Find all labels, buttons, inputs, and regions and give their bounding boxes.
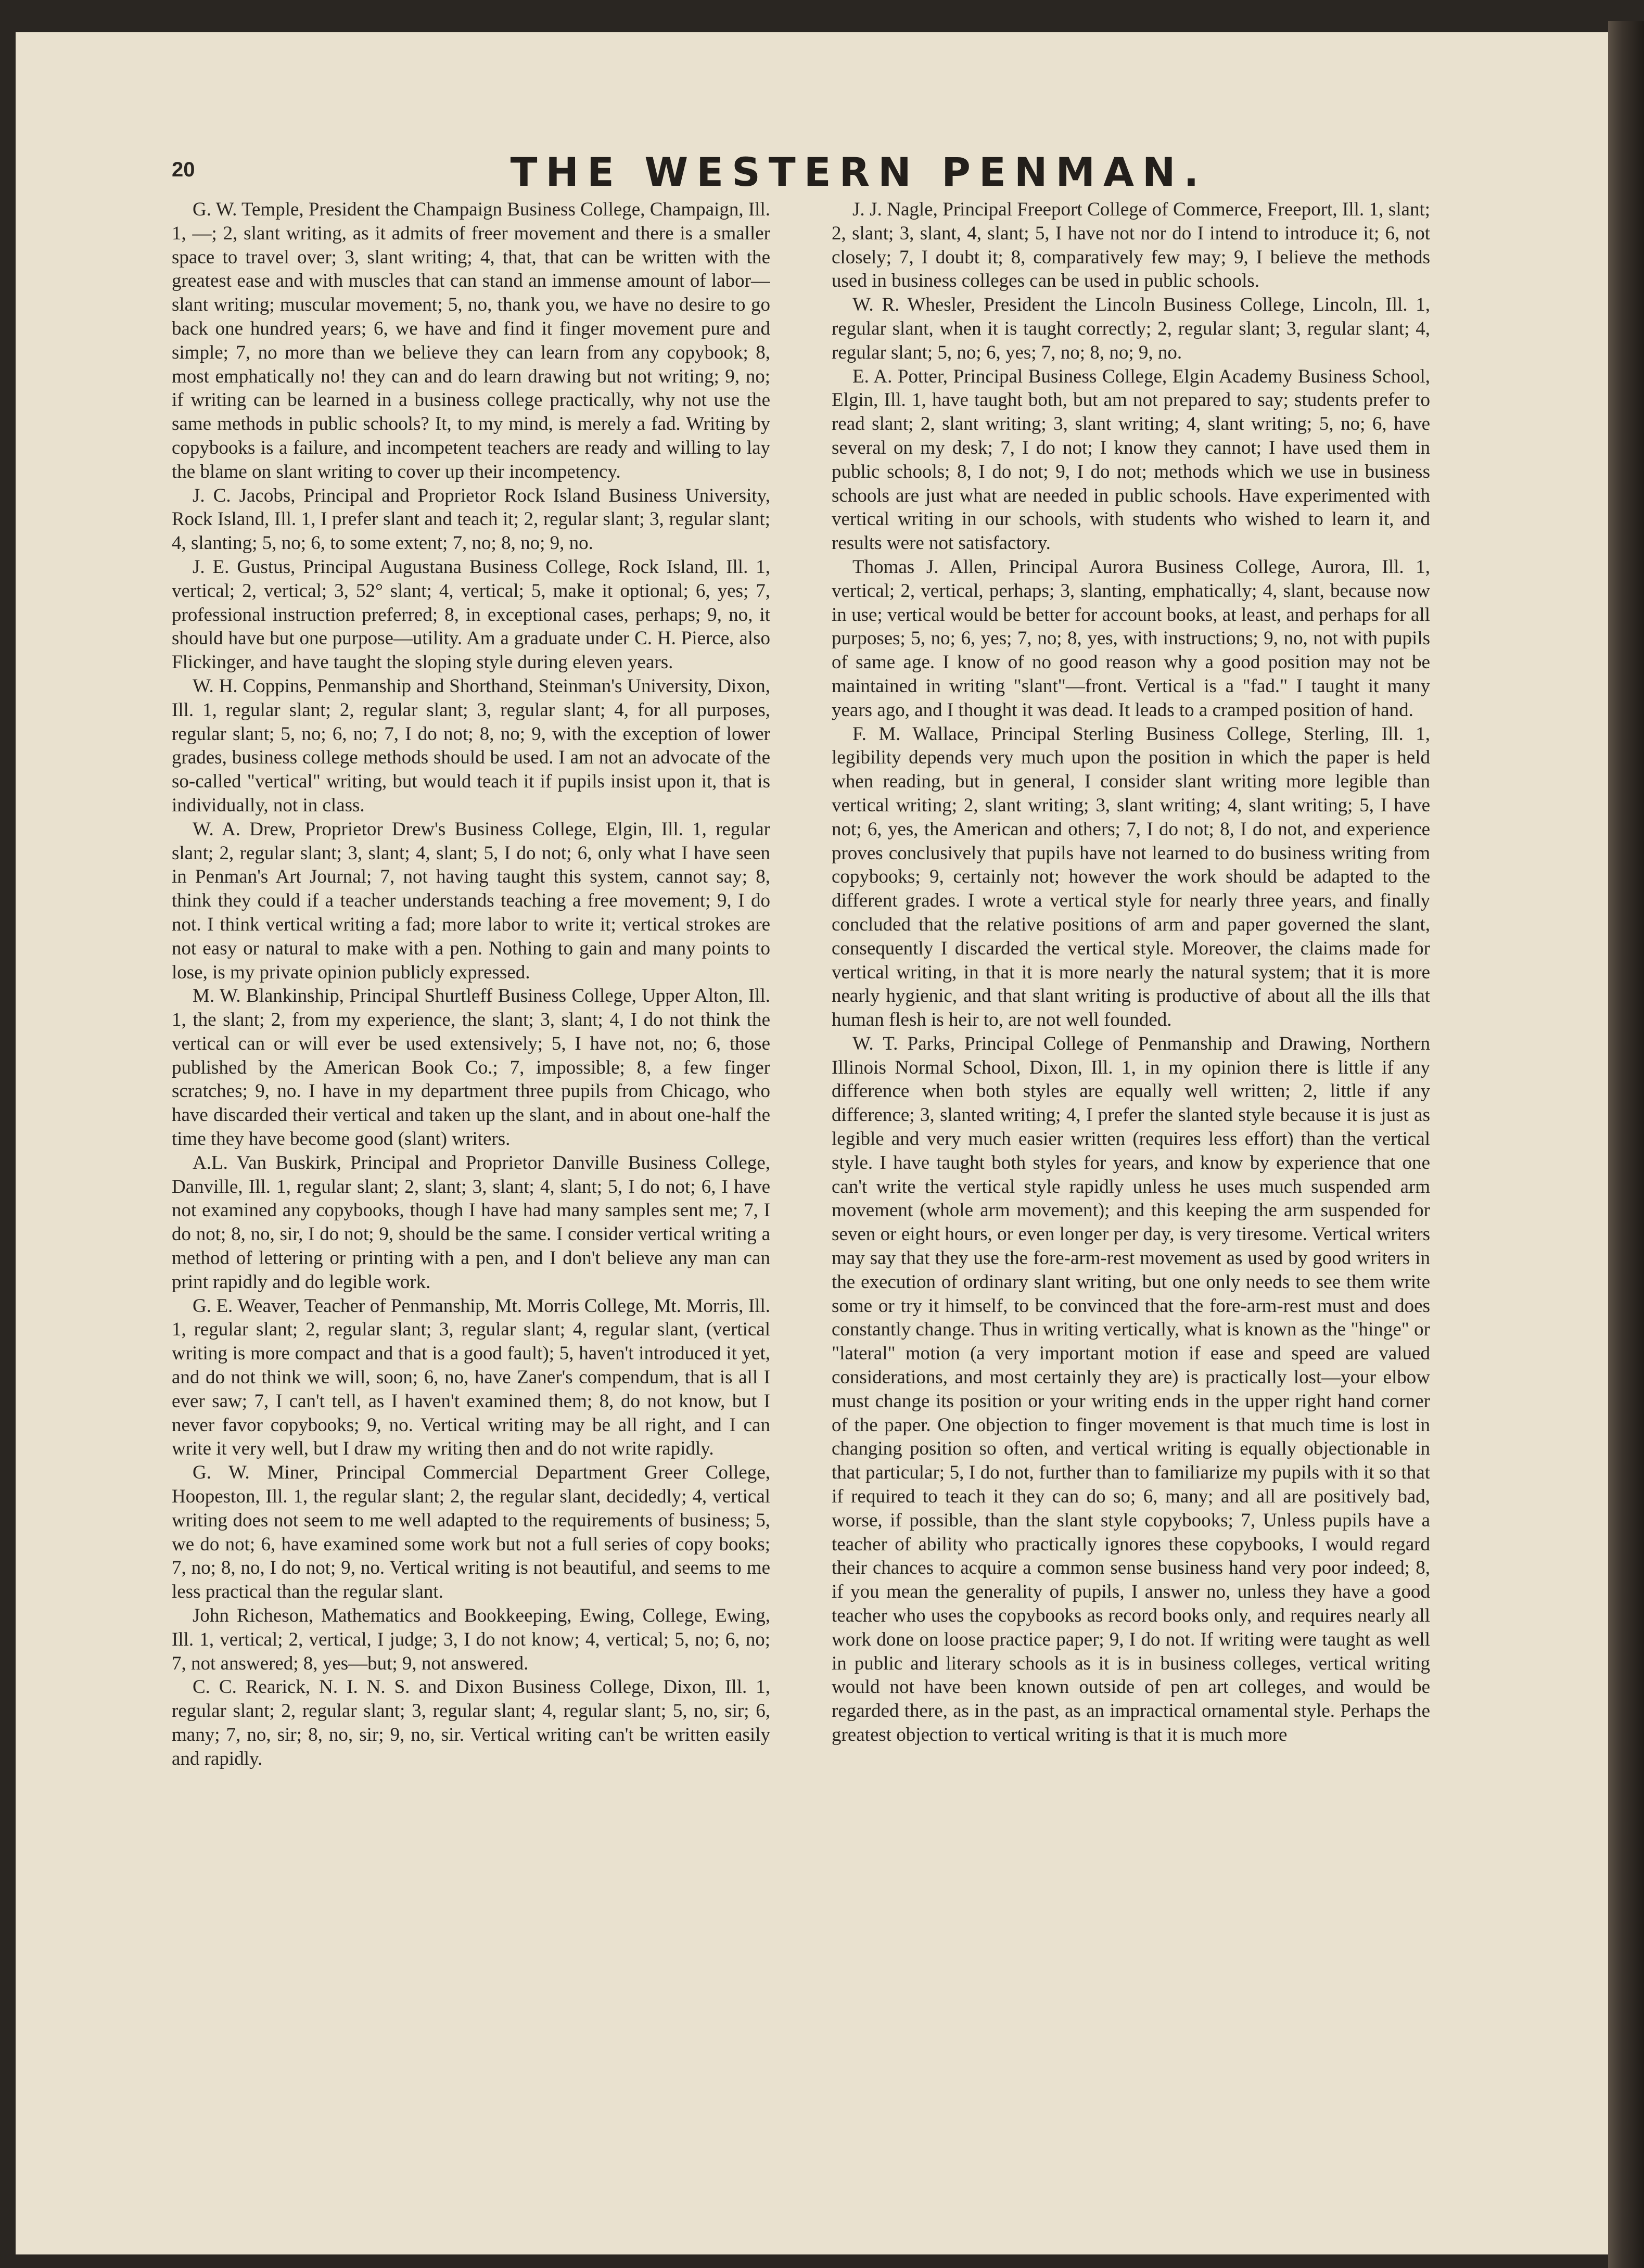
masthead: THE WESTERN PENMAN. bbox=[510, 149, 1207, 195]
paragraph: M. W. Blankinship, Principal Shurtleff Business College, Upper Alton, Ill. 1, the slant; 2, from my experience, the slant; 3, slant; 4, I do not think the vertical can or will ever be used extensively; 5, I have not, no; 6, those published by the American Book Co.; 7, impossible; 8, a few finger scratches; 9, no. I have in my department three pupils from Chicago, who have discarded their vertical and taken up the slant, and in about one-half the time they have become good (slant) writers. bbox=[172, 985, 770, 1150]
paragraph: A.L. Van Buskirk, Principal and Proprietor Danville Business College, Danville, Ill. 1, regular slant; 2, slant; 3, slant; 4, slant; 5, I do not; 6, I have not examined any copybooks, though I have had many samples sent me; 7, I do not; 8, no, sir, I do not; 9, should be the same. I consider vertical writing a method of lettering or printing with a pen, and I don't believe any man can print rapidly and do legible work. bbox=[172, 1152, 770, 1293]
magazine-page bbox=[16, 32, 1608, 2254]
paragraph: W. A. Drew, Proprietor Drew's Business College, Elgin, Ill. 1, regular slant; 2, regular slant; 3, slant; 4, slant; 5, I do not; 6, only what I have seen in Penman's Art Journal; 7, not having taught this system, cannot say; 8, think they could if a teacher understands teaching a free movement; 9, I do not. I think vertical writing a fad; more labor to write it; vertical strokes are not easy or natural to make with a pen. Nothing to gain and many points to lose, is my private opinion publicly expressed. bbox=[172, 818, 770, 983]
paragraph: J. E. Gustus, Principal Augustana Business College, Rock Island, Ill. 1, vertical; 2, vertical; 3, 52° slant; 4, vertical; 5, make it optional; 6, yes; 7, professional instruction preferred; 8, in exceptional cases, perhaps; 9, no, it should have but one purpose—utility. Am a graduate under C. H. Pierce, also Flickinger, and have taught the sloping style during eleven years. bbox=[172, 556, 770, 673]
paragraph: W. R. Whesler, President the Lincoln Business College, Lincoln, Ill. 1, regular slant, when it is taught correctly; 2, regular slant; 3, regular slant; 4, regular slant; 5, no; 6, yes; 7, no; 8, no; 9, no. bbox=[832, 294, 1430, 363]
paragraph: G. W. Temple, President the Champaign Business College, Champaign, Ill. 1, —; 2, slant writing, as it admits of freer movement and there is a smaller space to travel over; 3, slant writing; 4, that, that can be written with the greatest ease and with muscles that can stand an immense amount of labor—slant writing; muscular movement; 5, no, thank you, we have no desire to go back one hundred years; 6, we have and find it finger movement pure and simple; 7, no more than we believe they can learn from any copybook; 8, most emphatically no! they can and do learn drawing but not writing; 9, no; if writing can be learned in a business college practically, why not use the same methods in public schools? It, to my mind, is merely a fad. Writing by copybooks is a failure, and incompetent teachers are ready and willing to lay the blame on slant writing to cover up their incompetency. bbox=[172, 199, 770, 482]
left-column bbox=[172, 198, 770, 2092]
paragraph: C. C. Rearick, N. I. N. S. and Dixon Business College, Dixon, Ill. 1, regular slant; 2, regular slant; 3, regular slant; 4, regular slant; 5, no, sir; 6, many; 7, no, sir; 8, no, sir; 9, no, sir. Vertical writing can't be written easily and rapidly. bbox=[172, 1676, 770, 1769]
paragraph: G. W. Miner, Principal Commercial Department Greer College, Hoopeston, Ill. 1, the regular slant; 2, the regular slant, decidedly; 4, vertical writing does not seem to me well adapted to the requirements of business; 5, we do not; 6, have examined some work but not a full series of copy books; 7, no; 8, no, I do not; 9, no. Vertical writing is not beautiful, and seems to me less practical than the regular slant. bbox=[172, 1462, 770, 1603]
paragraph: J. C. Jacobs, Principal and Proprietor Rock Island Business University, Rock Island, Ill. 1, I prefer slant and teach it; 2, regular slant; 3, regular slant; 4, slanting; 5, no; 6, to some extent; 7, no; 8, no; 9, no. bbox=[172, 485, 770, 554]
paragraph: F. M. Wallace, Principal Sterling Business College, Sterling, Ill. 1, legibility depends very much upon the position in which the paper is held when reading, but in general, I consider slant writing more legible than vertical writing; 2, slant writing; 3, slant writing; 4, slant writing; 5, I have not; 6, yes, the American and others; 7, I do not; 8, I do not, and experience proves conclusively that pupils have not learned to do business writing from copybooks; 9, certainly not; however the work should be adapted to the different grades. I wrote a vertical style for nearly three years, and finally concluded that the relative positions of arm and paper governed the slant, consequently I discarded the vertical style. Moreover, the claims made for vertical writing, in that it is more nearly the natural system; that it is more nearly hygienic, and that slant writing is productive of about all the ills that human flesh is heir to, are not well founded. bbox=[832, 723, 1430, 1031]
paragraph: E. A. Potter, Principal Business College, Elgin Academy Business School, Elgin, Ill. 1, have taught both, but am not prepared to say; students prefer to read slant; 2, slant writing; 3, slant writing; 4, slant writing; 5, no; 6, have several on my desk; 7, I do not; I know they cannot; I have used them in public schools; 8, I do not; 9, I do not; methods which we use in business schools are just what are needed in public schools. Have experimented with vertical writing in our schools, with students who wished to learn it, and results were not satisfactory. bbox=[832, 365, 1430, 554]
page-number: 20 bbox=[172, 158, 195, 181]
paragraph: John Richeson, Mathematics and Bookkeeping, Ewing, College, Ewing, Ill. 1, vertical; 2, vertical, I judge; 3, I do not know; 4, vertical; 5, no; 6, no; 7, not answered; 8, yes—but; 9, not answered. bbox=[172, 1605, 770, 1674]
right-column bbox=[832, 198, 1430, 2092]
paragraph: W. T. Parks, Principal College of Penmanship and Drawing, Northern Illinois Normal School, Dixon, Ill. 1, in my opinion there is little if any difference when both styles are equally well written; 2, little if any difference; 3, slanted writing; 4, I prefer the slanted style because it is just as legible and very much easier written (requires less effort) than the vertical style. I have taught both styles for years, and know by experience that one can't write the vertical style rapidly unless he uses much suspended arm movement (whole arm movement); and this keeping the arm suspended for seven or eight hours, or even longer per day, is very tiresome. Vertical writers may say that they use the fore-arm-rest movement as used by good writers in the execution of ordinary slant writing, but one only needs to see them write some or try it himself, to be convinced that the fore-arm-rest must and does constantly change. Thus in writing vertically, what is known as the "hinge" or "lateral" motion (a very important motion if ease and speed are valued considerations, and most certainly they are) is practically lost—your elbow must change its position or your writing ends in the upper right hand corner of the paper. One objection to finger movement is that much time is lost in changing position so often, and vertical writing is equally objectionable in that particular; 5, I do not, further than to familiarize my pupils with it so that if required to teach it they can do so; 6, many; and all are positively bad, worse, if possible, than the slant style copybooks; 7, Unless pupils have a teacher of ability who practically ignores these copybooks, I would regard their chances to acquire a common sense business hand very poor indeed; 8, if you mean the generality of pupils, I answer no, unless they have a good teacher who uses the copybooks as record books only, and requires nearly all work done on loose practice paper; 9, I do not. If writing were taught as well in public and literary schools as it is in business colleges, vertical writing would not have been known outside of pen art colleges, and would be regarded there, as in the past, as an impractical ornamental style. Perhaps the greatest objection to vertical writing is that it is much more bbox=[832, 1033, 1430, 1745]
paragraph: W. H. Coppins, Penmanship and Shorthand, Steinman's University, Dixon, Ill. 1, regular slant; 2, regular slant; 3, regular slant; 4, for all purposes, regular slant; 5, no; 6, no; 7, I do not; 8, no; 9, with the exception of lower grades, business college methods should be used. I am not an advocate of the so-called "vertical" writing, but would teach it if pupils insist upon it, that is individually, not in class. bbox=[172, 675, 770, 816]
binding-edge bbox=[1608, 21, 1644, 2268]
paragraph: Thomas J. Allen, Principal Aurora Business College, Aurora, Ill. 1, vertical; 2, vertical, perhaps; 3, slanting, emphatically; 4, slant, because now in use; vertical would be better for account books, at least, and perhaps for all purposes; 5, no; 6, yes; 7, no; 8, yes, with instructions; 9, no, not with pupils of same age. I know of no good reason why a good position may not be maintained in writing "slant"—front. Vertical is a "fad." I taught it many years ago, and I thought it was dead. It leads to a cramped position of hand. bbox=[832, 556, 1430, 721]
paragraph: J. J. Nagle, Principal Freeport College of Commerce, Freeport, Ill. 1, slant; 2, slant; 3, slant, 4, slant; 5, I have not nor do I intend to introduce it; 6, not closely; 7, I doubt it; 8, comparatively few may; 9, I believe the methods used in business colleges can be used in public schools. bbox=[832, 199, 1430, 292]
paragraph: G. E. Weaver, Teacher of Penmanship, Mt. Morris College, Mt. Morris, Ill. 1, regular slant; 2, regular slant; 3, regular slant; 4, regular slant, (vertical writing is more compact and that is a good fault); 5, haven't introduced it yet, and do not think we will, soon; 6, no, have Zaner's compendum, that is all I ever saw; 7, I can't tell, as I haven't examined them; 8, do not know, but I never favor copybooks; 9, no. Vertical writing may be all right, and I can write it very well, but I draw my writing then and do not write rapidly. bbox=[172, 1295, 770, 1460]
